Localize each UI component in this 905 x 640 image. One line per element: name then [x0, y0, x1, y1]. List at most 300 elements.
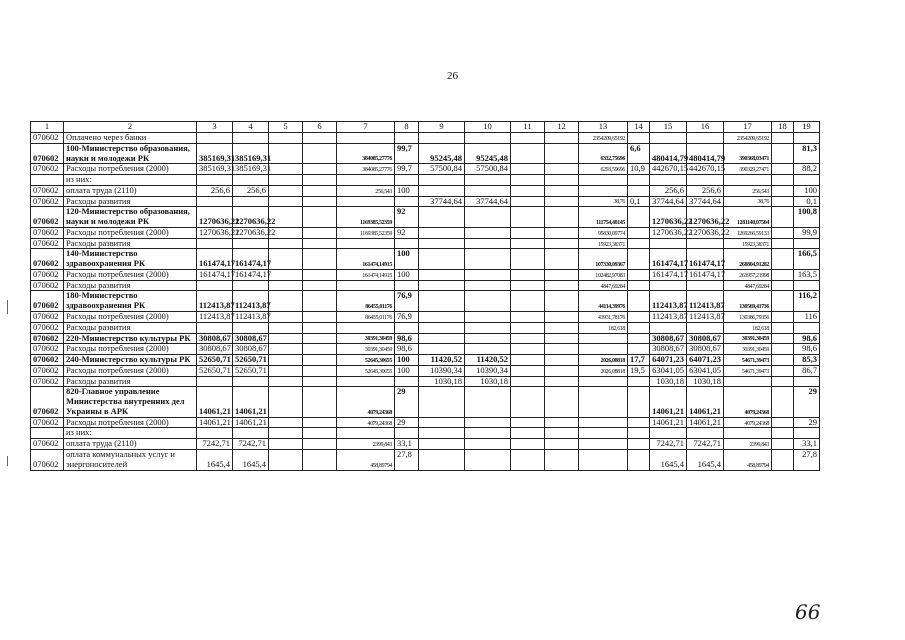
value-cell: [395, 428, 419, 439]
value-cell: [772, 428, 794, 439]
value-cell: [303, 333, 337, 344]
code-cell: 070602: [31, 269, 64, 280]
value-cell: [395, 322, 419, 333]
name-cell: Расходы потребления (2000): [64, 164, 197, 175]
value-cell: [772, 249, 794, 270]
value-cell: [269, 196, 303, 207]
value-cell: 95245,48: [419, 143, 465, 164]
value-cell: [511, 376, 545, 387]
column-header: 7: [337, 122, 395, 133]
value-cell: [687, 175, 724, 186]
value-cell: [628, 291, 650, 312]
value-cell: [303, 143, 337, 164]
value-cell: [419, 175, 465, 186]
value-cell: 29: [794, 417, 820, 428]
value-cell: [772, 312, 794, 323]
value-cell: [395, 133, 419, 144]
value-cell: [794, 133, 820, 144]
code-cell: 070602: [31, 133, 64, 144]
value-cell: 29: [395, 387, 419, 417]
value-cell: [511, 355, 545, 366]
value-cell: 1270636,22: [650, 227, 687, 238]
value-cell: 130569,41736: [724, 291, 772, 312]
value-cell: [197, 280, 233, 291]
value-cell: [197, 428, 233, 439]
value-cell: 29: [794, 387, 820, 417]
value-cell: [650, 322, 687, 333]
value-cell: [545, 269, 579, 280]
value-cell: [579, 439, 628, 450]
value-cell: [303, 238, 337, 249]
value-cell: 1030,18: [419, 376, 465, 387]
name-cell: 100-Министерство образования, науки и молодежи РК: [64, 143, 197, 164]
code-cell: [31, 175, 64, 186]
value-cell: 1169385,52359: [337, 207, 395, 228]
value-cell: [511, 280, 545, 291]
name-cell: Расходы развития: [64, 238, 197, 249]
value-cell: 1030,18: [650, 376, 687, 387]
value-cell: [419, 238, 465, 249]
value-cell: 14061,21: [687, 387, 724, 417]
name-cell: 120-Министерство образования, науки и молодежи РК: [64, 207, 197, 228]
value-cell: 0,1: [628, 196, 650, 207]
name-cell: Расходы потребления (2000): [64, 312, 197, 323]
value-cell: [628, 269, 650, 280]
table-row: [31, 291, 820, 312]
column-header: 12: [545, 122, 579, 133]
value-cell: [724, 376, 772, 387]
value-cell: 30808,67: [197, 333, 233, 344]
value-cell: 88,2: [794, 164, 820, 175]
value-cell: [197, 133, 233, 144]
value-cell: [724, 428, 772, 439]
value-cell: 92: [395, 207, 419, 228]
value-cell: [269, 249, 303, 270]
table-row: [31, 376, 820, 387]
value-cell: [545, 238, 579, 249]
column-header: 13: [579, 122, 628, 133]
name-cell: Расходы развития: [64, 322, 197, 333]
value-cell: [337, 280, 395, 291]
name-cell: 820-Главное управление Министерства внутренних дел Украины в АРК: [64, 387, 197, 417]
value-cell: 30808,67: [687, 344, 724, 355]
value-cell: [511, 365, 545, 376]
value-cell: 30391,30459: [337, 344, 395, 355]
handwritten-page-mark: 66: [795, 600, 821, 624]
value-cell: [303, 355, 337, 366]
value-cell: 57500,84: [419, 164, 465, 175]
value-cell: [511, 196, 545, 207]
value-cell: [337, 133, 395, 144]
value-cell: [303, 133, 337, 144]
table-row: [31, 449, 820, 470]
value-cell: [419, 207, 465, 228]
column-header: 9: [419, 122, 465, 133]
value-cell: 14061,21: [650, 417, 687, 428]
value-cell: [303, 196, 337, 207]
value-cell: 29: [395, 417, 419, 428]
value-cell: 161474,14915: [337, 269, 395, 280]
value-cell: 6293,59696: [579, 164, 628, 175]
value-cell: [269, 133, 303, 144]
value-cell: [772, 280, 794, 291]
value-cell: [579, 333, 628, 344]
value-cell: [419, 387, 465, 417]
value-cell: [579, 428, 628, 439]
value-cell: [628, 344, 650, 355]
value-cell: [395, 376, 419, 387]
value-cell: [269, 387, 303, 417]
value-cell: 95245,48: [465, 143, 511, 164]
value-cell: 4079,24368: [337, 387, 395, 417]
value-cell: [269, 344, 303, 355]
value-cell: [233, 196, 269, 207]
value-cell: [269, 355, 303, 366]
value-cell: [419, 333, 465, 344]
value-cell: [233, 428, 269, 439]
value-cell: 57500,84: [465, 164, 511, 175]
value-cell: [269, 291, 303, 312]
value-cell: [579, 376, 628, 387]
value-cell: [579, 344, 628, 355]
value-cell: 384085,27776: [337, 164, 395, 175]
value-cell: 52645,30655: [337, 355, 395, 366]
value-cell: [772, 207, 794, 228]
value-cell: [772, 333, 794, 344]
column-header: 14: [628, 122, 650, 133]
value-cell: 442670,15: [687, 164, 724, 175]
value-cell: [337, 196, 395, 207]
value-cell: 98,6: [395, 344, 419, 355]
value-cell: 85,3: [794, 355, 820, 366]
value-cell: 182,618: [579, 322, 628, 333]
value-cell: 116,2: [794, 291, 820, 312]
value-cell: 14061,21: [687, 417, 724, 428]
value-cell: 7242,71: [687, 439, 724, 450]
value-cell: [545, 417, 579, 428]
column-header: 1: [31, 122, 64, 133]
value-cell: [794, 376, 820, 387]
value-cell: 385169,31: [233, 143, 269, 164]
value-cell: 52650,71: [197, 365, 233, 376]
value-cell: 163,5: [794, 269, 820, 280]
value-cell: [269, 238, 303, 249]
value-cell: [303, 249, 337, 270]
value-cell: [628, 428, 650, 439]
value-cell: [269, 164, 303, 175]
value-cell: [233, 175, 269, 186]
value-cell: 86455,01176: [337, 291, 395, 312]
table-row: [31, 355, 820, 366]
value-cell: 33,1: [794, 439, 820, 450]
value-cell: [545, 439, 579, 450]
value-cell: 256,6: [233, 185, 269, 196]
column-number-row: [31, 122, 820, 133]
value-cell: [545, 196, 579, 207]
value-cell: [233, 376, 269, 387]
value-cell: 7242,71: [650, 439, 687, 450]
value-cell: 15923,38371: [724, 238, 772, 249]
value-cell: [794, 280, 820, 291]
value-cell: 442670,15: [650, 164, 687, 175]
value-cell: 100: [395, 185, 419, 196]
value-cell: [579, 417, 628, 428]
value-cell: [511, 207, 545, 228]
value-cell: 1270636,22: [233, 207, 269, 228]
value-cell: 112413,87: [197, 291, 233, 312]
value-cell: 63041,05: [650, 365, 687, 376]
value-cell: 161474,14915: [337, 249, 395, 270]
value-cell: 7242,71: [233, 439, 269, 450]
value-cell: [419, 322, 465, 333]
code-cell: 070602: [31, 207, 64, 228]
value-cell: [794, 428, 820, 439]
value-cell: 1270636,22: [687, 227, 724, 238]
value-cell: 458,89794: [337, 449, 395, 470]
value-cell: [269, 365, 303, 376]
value-cell: 30808,67: [197, 344, 233, 355]
value-cell: [303, 449, 337, 470]
table-row: [31, 439, 820, 450]
code-cell: 070602: [31, 322, 64, 333]
value-cell: [395, 175, 419, 186]
value-cell: 112413,87: [687, 312, 724, 323]
code-cell: 070602: [31, 376, 64, 387]
code-cell: 070602: [31, 280, 64, 291]
table-row: [31, 333, 820, 344]
value-cell: [269, 376, 303, 387]
value-cell: [545, 333, 579, 344]
value-cell: 182,618: [724, 322, 772, 333]
table-row: [31, 387, 820, 417]
value-cell: 256,543: [724, 185, 772, 196]
value-cell: [511, 449, 545, 470]
value-cell: 480414,79: [650, 143, 687, 164]
value-cell: [628, 175, 650, 186]
value-cell: [772, 449, 794, 470]
value-cell: [511, 428, 545, 439]
name-cell: Расходы потребления (2000): [64, 417, 197, 428]
value-cell: [545, 387, 579, 417]
name-cell: 240-Министерство культуры РК: [64, 355, 197, 366]
column-header: 5: [269, 122, 303, 133]
value-cell: 384085,27776: [337, 143, 395, 164]
value-cell: 10,9: [628, 164, 650, 175]
table-row: [31, 428, 820, 439]
table-row: [31, 133, 820, 144]
table-row: [31, 238, 820, 249]
value-cell: [465, 227, 511, 238]
table-row: [31, 312, 820, 323]
value-cell: [772, 143, 794, 164]
value-cell: 99,7: [395, 143, 419, 164]
value-cell: 98,6: [794, 333, 820, 344]
value-cell: [772, 439, 794, 450]
value-cell: [303, 291, 337, 312]
value-cell: [419, 312, 465, 323]
value-cell: [419, 280, 465, 291]
code-cell: 070602: [31, 164, 64, 175]
value-cell: 4079,24368: [724, 387, 772, 417]
value-cell: 30391,30459: [337, 333, 395, 344]
value-cell: 112413,87: [233, 312, 269, 323]
value-cell: 112413,87: [233, 291, 269, 312]
value-cell: 480414,79: [687, 143, 724, 164]
value-cell: 54671,39473: [724, 365, 772, 376]
value-cell: [419, 344, 465, 355]
value-cell: [545, 280, 579, 291]
value-cell: [772, 185, 794, 196]
value-cell: [772, 387, 794, 417]
table-row: [31, 207, 820, 228]
value-cell: 2354209,65192: [724, 133, 772, 144]
value-cell: 1645,4: [197, 449, 233, 470]
column-header: 19: [794, 122, 820, 133]
value-cell: 100: [395, 355, 419, 366]
value-cell: 14061,21: [197, 417, 233, 428]
name-cell: оплата труда (2110): [64, 185, 197, 196]
value-cell: [628, 249, 650, 270]
value-cell: [628, 333, 650, 344]
value-cell: [303, 344, 337, 355]
name-cell: Расходы развития: [64, 280, 197, 291]
code-cell: 070602: [31, 417, 64, 428]
code-cell: 070602: [31, 143, 64, 164]
table-row: [31, 280, 820, 291]
value-cell: [545, 133, 579, 144]
value-cell: 6332,75696: [579, 143, 628, 164]
value-cell: 76,9: [395, 312, 419, 323]
value-cell: 17,7: [628, 355, 650, 366]
value-cell: 1281140,07504: [724, 207, 772, 228]
value-cell: [303, 439, 337, 450]
value-cell: 100: [794, 185, 820, 196]
value-cell: [545, 143, 579, 164]
value-cell: [337, 238, 395, 249]
value-cell: [628, 238, 650, 249]
value-cell: [465, 312, 511, 323]
value-cell: 6,6: [628, 143, 650, 164]
value-cell: 385169,31: [233, 164, 269, 175]
value-cell: [579, 449, 628, 470]
value-cell: [269, 439, 303, 450]
value-cell: [687, 280, 724, 291]
value-cell: [395, 280, 419, 291]
value-cell: [772, 133, 794, 144]
value-cell: 1169385,52359: [337, 227, 395, 238]
value-cell: [628, 185, 650, 196]
value-cell: [545, 164, 579, 175]
value-cell: [303, 428, 337, 439]
value-cell: [511, 269, 545, 280]
value-cell: [269, 269, 303, 280]
value-cell: [419, 417, 465, 428]
value-cell: [687, 428, 724, 439]
code-cell: 070602: [31, 439, 64, 450]
value-cell: 98,6: [395, 333, 419, 344]
column-header: 6: [303, 122, 337, 133]
value-cell: 161474,17: [687, 249, 724, 270]
value-cell: [465, 133, 511, 144]
value-cell: [465, 175, 511, 186]
value-cell: [465, 291, 511, 312]
value-cell: [303, 365, 337, 376]
value-cell: [337, 376, 395, 387]
value-cell: 30391,30459: [724, 333, 772, 344]
value-cell: 1645,4: [687, 449, 724, 470]
value-cell: [628, 280, 650, 291]
value-cell: [303, 164, 337, 175]
column-header: 3: [197, 122, 233, 133]
value-cell: 161474,17: [687, 269, 724, 280]
value-cell: 19,5: [628, 365, 650, 376]
value-cell: [628, 439, 650, 450]
value-cell: [628, 207, 650, 228]
value-cell: 390329,27471: [724, 164, 772, 175]
column-header: 2: [64, 122, 197, 133]
value-cell: 161474,17: [197, 249, 233, 270]
value-cell: [511, 417, 545, 428]
value-cell: [197, 238, 233, 249]
value-cell: [465, 439, 511, 450]
value-cell: 4847,69284: [724, 280, 772, 291]
code-cell: 070602: [31, 344, 64, 355]
value-cell: [465, 387, 511, 417]
value-cell: 385169,31: [197, 164, 233, 175]
value-cell: 390368,03471: [724, 143, 772, 164]
value-cell: [772, 322, 794, 333]
value-cell: 116: [794, 312, 820, 323]
column-header: 4: [233, 122, 269, 133]
value-cell: [772, 344, 794, 355]
value-cell: 130386,79356: [724, 312, 772, 323]
value-cell: [465, 322, 511, 333]
name-cell: из них:: [64, 175, 197, 186]
value-cell: [197, 196, 233, 207]
value-cell: [337, 175, 395, 186]
name-cell: из них:: [64, 428, 197, 439]
value-cell: [465, 269, 511, 280]
value-cell: 15923,38371: [579, 238, 628, 249]
value-cell: 268804,91282: [724, 249, 772, 270]
value-cell: [794, 238, 820, 249]
value-cell: [628, 227, 650, 238]
value-cell: 112413,87: [650, 312, 687, 323]
value-cell: 161474,17: [233, 249, 269, 270]
value-cell: 14061,21: [233, 417, 269, 428]
name-cell: 220-Министерство культуры РК: [64, 333, 197, 344]
value-cell: [545, 291, 579, 312]
value-cell: 112413,87: [687, 291, 724, 312]
value-cell: 100: [395, 249, 419, 270]
value-cell: 54671,39473: [724, 355, 772, 366]
value-cell: [511, 185, 545, 196]
name-cell: 140-Министерство здравоохранения РК: [64, 249, 197, 270]
value-cell: 86,7: [794, 365, 820, 376]
value-cell: 1269266,59133: [724, 227, 772, 238]
value-cell: [269, 280, 303, 291]
value-cell: [545, 249, 579, 270]
value-cell: [545, 344, 579, 355]
code-cell: 070602: [31, 365, 64, 376]
value-cell: [545, 312, 579, 323]
value-cell: 14061,21: [650, 387, 687, 417]
value-cell: 37744,64: [650, 196, 687, 207]
value-cell: [269, 175, 303, 186]
value-cell: 76,9: [395, 291, 419, 312]
value-cell: [545, 365, 579, 376]
value-cell: 37744,64: [419, 196, 465, 207]
